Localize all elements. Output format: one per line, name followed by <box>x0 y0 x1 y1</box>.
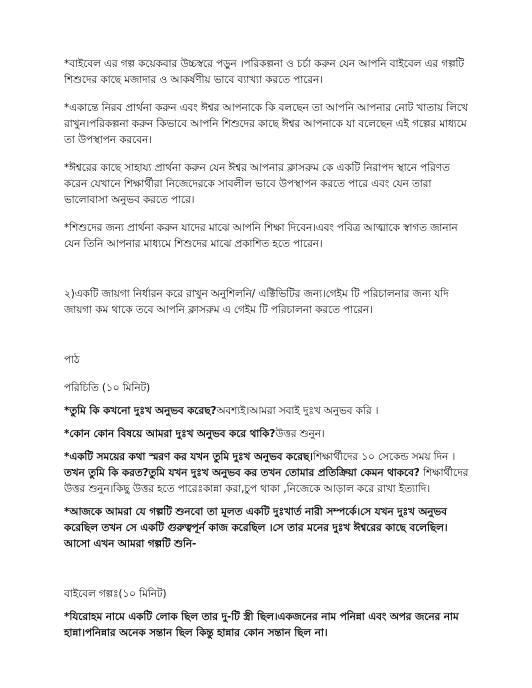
story-paragraph: *যিরোহম নামে একটি লোক ছিল তার দু-টি স্ত্রী ছিল।একজনের নাম পনিন্না এবং অপর জনের নাম হান্না।পনিন্নার অনেক সন্তান ছিল কিন্তু হান্নার কোন সন্তান ছিল না। <box>64 611 459 639</box>
question-3-mid: শিক্ষার্থীদের ১০ সেকেন্ড সময় দিন । <box>312 451 456 463</box>
introduction-heading: পরিচিতি (১০ মিনিট) <box>64 382 151 394</box>
question-4: *আজকে আমরা যে গল্পটি শুনবো তা মূলত একটি দুঃখার্ত নারী সম্পর্কে।সে যখন দুঃখ অনুভব করেছিল তখন সে একটি গুরুত্বপূর্ন কাজ করেছিল ।সে তার মনের দুঃখ ঈশ্বরের কাছে বলেছিল।আসো এখন আমরা গল্পটি শুনি- <box>64 506 448 550</box>
step-2-paragraph: ২)একটি জায়গা নির্ধারন করে রাখুন অনুশিলনি/ এক্টিভিটির জন্য।গেইম টি পরিচালনার জন্য যদি জায়গা কম থাকে তবে আপনি ক্লাসরুম এ গেইম টি পরিচালনা করতে পারেন। <box>64 288 449 316</box>
question-2-bold: *কোন কোন বিষয়ে আমরা দুঃখ অনুভব করে থাকি? <box>64 428 276 440</box>
question-1 <box>64 403 470 419</box>
intro-paragraph-2: *একান্তে নিরব প্রার্থনা করুন এবং ঈশ্বর আপনাকে কি বলছেন তা আপনি আপনার নোট খাতায় লিখে রাখুন।পরিকল্পনা করুন কিভাবে আপনি শিশুদের কাছে ঈশ্বর আপনাকে যা বলেছেন এই গল্পের মাধ্যমে তা উপস্থাপন করবেন। <box>64 102 468 146</box>
intro-paragraph-1: *বাইবেল এর গল্প কয়েকবার উচ্চস্বরে পড়ুন ।পরিকল্পনা ও চর্চা করুন যেন আপনি বাইবেল এর গল্পটি শিশুদের কাছে মজাদার ও আকর্ষণীয় ভাবে ব্যাখ্যা করতে পারেন। <box>64 58 465 86</box>
question-2 <box>64 426 470 442</box>
intro-paragraph-3: *ঈশ্বরের কাছে সাহায্য প্রার্থনা করুন যেন ঈশ্বর আপনার ক্লাসরুম কে একটি নিরাপদ স্থানে পরিণত করেন যেখানে শিক্ষার্থীরা নিজেদেরকে সাবলীল ভাবে উপস্থাপন করতে পারে এবং যেন তারা ভালোবাসা অনুভব করতে পারে। <box>64 162 450 206</box>
question-1-bold: *তুমি কি কখনো দুঃখ অনুভব করেছ? <box>64 405 217 417</box>
lesson-heading: পাঠ <box>64 354 80 366</box>
story-heading: বাইবেল গল্পঃ(১০ মিনিট) <box>64 588 167 600</box>
question-3-bold-1: *একটি সময়ের কথা স্মরণ কর যখন তুমি দুঃখ অনুভব করেছ। <box>64 451 313 463</box>
question-1-rest: অবশ্যই।আমরা সবাই দুঃখ অনুভব করি । <box>216 405 379 417</box>
question-3 <box>64 449 470 497</box>
question-2-rest: উত্তর শুনুন। <box>275 428 325 440</box>
intro-paragraph-4: *শিশুদের জন্য প্রার্থনা করুন যাদের মাঝে আপনি শিক্ষা দিবেন।এবং পবিত্র আত্মাকে স্বাগত জানান যেন তিনি আপনার মাধ্যমে শিশুদের মাঝে প্রকাশিত হতে পারেন। <box>64 222 458 250</box>
question-3-rest: শিক্ষার্থীদের উত্তর শুনুন।কিছু উত্তর হতে পারেঃকান্না করা,চুপ থাকা ,নিজেকে আড়াল করে রাখা ইত্যাদি। <box>64 467 469 495</box>
question-3-bold-2: তখন তুমি কি করত?তুমি যখন দুঃখ অনুভব কর তখন তোমার প্রতিক্রিয়া কেমন থাকবে? <box>64 467 420 479</box>
